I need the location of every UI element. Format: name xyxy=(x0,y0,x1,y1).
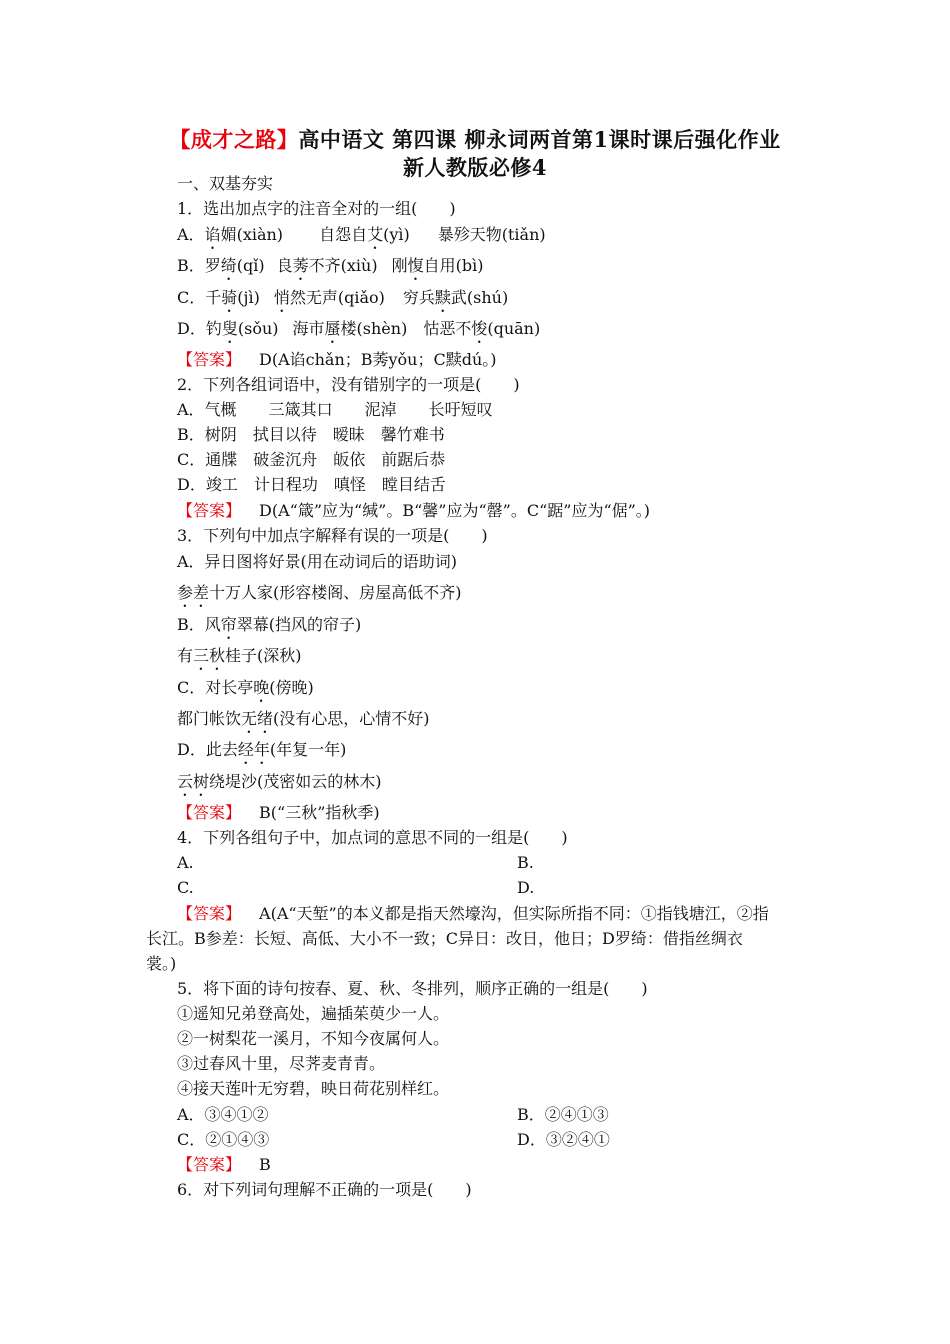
q1-stem: 1．选出加点字的注音全对的一组( ) xyxy=(177,199,456,218)
q3-a2-t: 十万人家(形容楼阁、房屋高低不齐) xyxy=(209,583,462,602)
q3-a1-t: A．异日图将好景(用在动词后的语助词) xyxy=(177,552,458,571)
q3-b2-dot: 秋 xyxy=(209,646,226,665)
answer-text: B xyxy=(259,1155,271,1174)
q1-d-t: 海市 xyxy=(292,319,325,338)
q5-line-4: ④接天莲叶无穷碧，映日荷花别样红。 xyxy=(177,1079,450,1098)
q2-b-t: 拭目以待 xyxy=(252,425,317,444)
q1-c-t: 穷兵 xyxy=(402,288,435,307)
q1-answer xyxy=(177,350,497,370)
q3-option-c1 xyxy=(177,678,314,706)
q3-a2-dot: 差 xyxy=(193,583,210,602)
q1-option-b xyxy=(177,256,483,284)
answer-tag: 【答案】 xyxy=(177,501,242,520)
q2-option-a xyxy=(177,400,493,420)
q3-d2-t: 绕堤沙(茂密如云的林木) xyxy=(209,772,382,791)
q3-b2-t: 桂子(深秋) xyxy=(225,646,302,665)
q2-d-t: D．竣工 xyxy=(177,475,238,494)
q1-a-label: A． xyxy=(177,225,205,244)
q3-a2-dot: 参 xyxy=(177,583,194,602)
q1-c-t: 武(shú) xyxy=(450,288,509,307)
q1-b-t: 不齐(xiù) xyxy=(308,256,378,275)
q3-b1-dot: 帘 xyxy=(220,615,237,634)
q2-d-t: 计日程功 xyxy=(253,475,318,494)
q2-option-c xyxy=(177,450,445,470)
q1-d-dot: 悛 xyxy=(471,319,488,338)
q2-option-b xyxy=(177,425,445,445)
q4-option-c: C. xyxy=(177,878,194,897)
q2-c-t: 破釜沉舟 xyxy=(253,450,318,469)
q2-a-t: 泥淖 xyxy=(364,400,397,419)
q4-option-a: A. xyxy=(177,853,194,872)
q2-c-t: 前踞后恭 xyxy=(381,450,446,469)
q1-option-a xyxy=(177,225,546,253)
q3-option-c2 xyxy=(177,709,430,737)
q1-a-t: 自怨自 xyxy=(319,225,368,244)
q1-d-t: 楼(shèn) xyxy=(340,319,408,338)
q5-option-a: A．③④①② xyxy=(177,1105,269,1124)
q1-b-dot: 愎 xyxy=(407,256,424,275)
q1-b-dot: 莠 xyxy=(292,256,309,275)
answer-tag: 【答案】 xyxy=(177,904,242,923)
q4-option-d: D. xyxy=(517,878,535,897)
q2-d-t: 嗔怪 xyxy=(333,475,366,494)
q1-a-dot: 谄 xyxy=(204,225,221,244)
q5-line-2: ②一树梨花一溪月，不知今夜属何人。 xyxy=(177,1029,450,1048)
q1-c-t: C．千 xyxy=(177,288,222,307)
q5-option-d: D．③②④① xyxy=(517,1130,610,1149)
q3-d1-dot: 经 xyxy=(237,740,254,759)
q1-c-t: 然无声(qiǎo) xyxy=(289,288,385,307)
q1-b-t: B．罗 xyxy=(177,256,221,275)
q3-stem: 3．下列句中加点字解释有误的一项是( ) xyxy=(177,526,488,545)
q2-option-d xyxy=(177,475,446,495)
q3-option-d2 xyxy=(177,772,382,800)
q2-b-t: 暧昧 xyxy=(332,425,365,444)
q3-option-b1 xyxy=(177,615,361,643)
q3-c2-t: (没有心思，心情不好) xyxy=(273,709,430,728)
answer-tag: 【答案】 xyxy=(177,350,242,369)
q6-stem: 6．对下列词句理解不正确的一项是( ) xyxy=(177,1180,472,1199)
q3-d2-dot: 树 xyxy=(193,772,210,791)
q4-answer-line1 xyxy=(177,904,769,924)
q3-d1-t: (年复一年) xyxy=(269,740,347,759)
q4-answer-line3: 裳。) xyxy=(146,954,177,973)
q3-option-a2 xyxy=(177,583,462,611)
q2-answer xyxy=(177,501,650,521)
q1-c-dot: 黩 xyxy=(434,288,451,307)
q1-b-t: (qǐ) xyxy=(236,256,265,275)
q2-c-t: 皈依 xyxy=(333,450,366,469)
q1-c-dot: 悄 xyxy=(273,288,290,307)
q3-c1-t: C．对长亭 xyxy=(177,678,254,697)
title-bracket: 【成才之路】 xyxy=(169,127,299,152)
q3-b1-t: B．风 xyxy=(177,615,221,634)
q2-c-t: C．通牒 xyxy=(177,450,238,469)
q3-d2-dot: 云 xyxy=(177,772,194,791)
q3-d1-dot: 年 xyxy=(253,740,270,759)
q2-b-t: B．树阴 xyxy=(177,425,237,444)
q3-c2-dot: 绪 xyxy=(257,709,274,728)
q3-answer xyxy=(177,803,380,823)
q2-stem: 2．下列各组词语中，没有错别字的一项是( ) xyxy=(177,375,520,394)
q1-a-t: 媚(xiàn) xyxy=(220,225,284,244)
q1-d-t: (quān) xyxy=(487,319,541,338)
q5-option-c: C．②①④③ xyxy=(177,1130,270,1149)
answer-text: B(“三秋”指秋季) xyxy=(259,803,380,822)
q1-a-t: (yì) xyxy=(383,225,410,244)
q3-option-b2 xyxy=(177,646,302,674)
q1-d-t: (sǒu) xyxy=(237,319,279,338)
q3-d1-t: D．此去 xyxy=(177,740,238,759)
q3-c1-dot: 晚 xyxy=(253,678,270,697)
q2-b-t: 馨竹难书 xyxy=(380,425,445,444)
q1-a-dot: 艾 xyxy=(367,225,384,244)
q1-b-t: 良 xyxy=(276,256,293,275)
answer-tag: 【答案】 xyxy=(177,1155,242,1174)
q1-c-dot: 骑 xyxy=(221,288,238,307)
title-line1: 高中语文 第四课 柳永词两首第1课时课后强化作业 xyxy=(298,127,781,152)
q4-stem: 4．下列各组句子中，加点词的意思不同的一组是( ) xyxy=(177,828,568,847)
q5-option-b: B．②④①③ xyxy=(517,1105,609,1124)
q4-option-b: B. xyxy=(517,853,534,872)
q1-option-d xyxy=(177,319,540,347)
q3-c2-t: 都门帐饮 xyxy=(177,709,242,728)
q3-b1-t: 翠幕(挡风的帘子) xyxy=(236,615,362,634)
q2-d-t: 瞠目结舌 xyxy=(381,475,446,494)
q1-d-dot: 蜃 xyxy=(324,319,341,338)
q4-answer-line2: 长江。B参差：长短、高低、大小不一致；C异日：改日，他日；D罗绮：借指丝绸衣 xyxy=(146,929,743,948)
document-title xyxy=(0,124,950,154)
q2-a-t: 长吁短叹 xyxy=(428,400,493,419)
q1-d-t: 怙恶不 xyxy=(423,319,472,338)
q1-c-t: (jì) xyxy=(237,288,260,307)
q1-d-dot: 叟 xyxy=(221,319,238,338)
q1-a-t: 天物(tiǎn) xyxy=(469,225,546,244)
q1-b-t: 刚 xyxy=(391,256,408,275)
q5-line-3: ③过春风十里，尽荠麦青青。 xyxy=(177,1054,386,1073)
q3-option-d1 xyxy=(177,740,346,768)
answer-tag: 【答案】 xyxy=(177,803,242,822)
q1-option-c xyxy=(177,288,508,316)
q3-b2-dot: 三 xyxy=(193,646,210,665)
section-heading: 一、双基夯实 xyxy=(177,174,274,193)
q5-answer xyxy=(177,1155,271,1175)
q3-option-a1 xyxy=(177,552,457,572)
q2-a-t: A．气概 xyxy=(177,400,237,419)
answer-text: A(A“天堑”的本义都是指天然壕沟，但实际所指不同：①指钱塘江，②指 xyxy=(259,904,769,923)
q3-b2-t: 有 xyxy=(177,646,194,665)
q5-stem: 5．将下面的诗句按春、夏、秋、冬排列，顺序正确的一组是( ) xyxy=(177,979,648,998)
q1-b-t: 自用(bì) xyxy=(423,256,484,275)
q1-b-dot: 绮 xyxy=(220,256,237,275)
q1-a-t: 暴殄 xyxy=(437,225,470,244)
q5-line-1: ①遥知兄弟登高处，遍插茱萸少一人。 xyxy=(177,1004,450,1023)
answer-text: D(A谄chǎn；B莠yǒu；C黩dú。) xyxy=(259,350,497,369)
q3-c1-t: (傍晚) xyxy=(269,678,314,697)
document-subtitle: 新人教版必修4 xyxy=(402,155,548,180)
q1-d-t: D．钓 xyxy=(177,319,222,338)
q3-c2-dot: 无 xyxy=(241,709,258,728)
q2-a-t: 三箴其口 xyxy=(268,400,333,419)
answer-text: D(A“箴”应为“缄”。B“馨”应为“罄”。C“踞”应为“倨”。) xyxy=(259,501,651,520)
